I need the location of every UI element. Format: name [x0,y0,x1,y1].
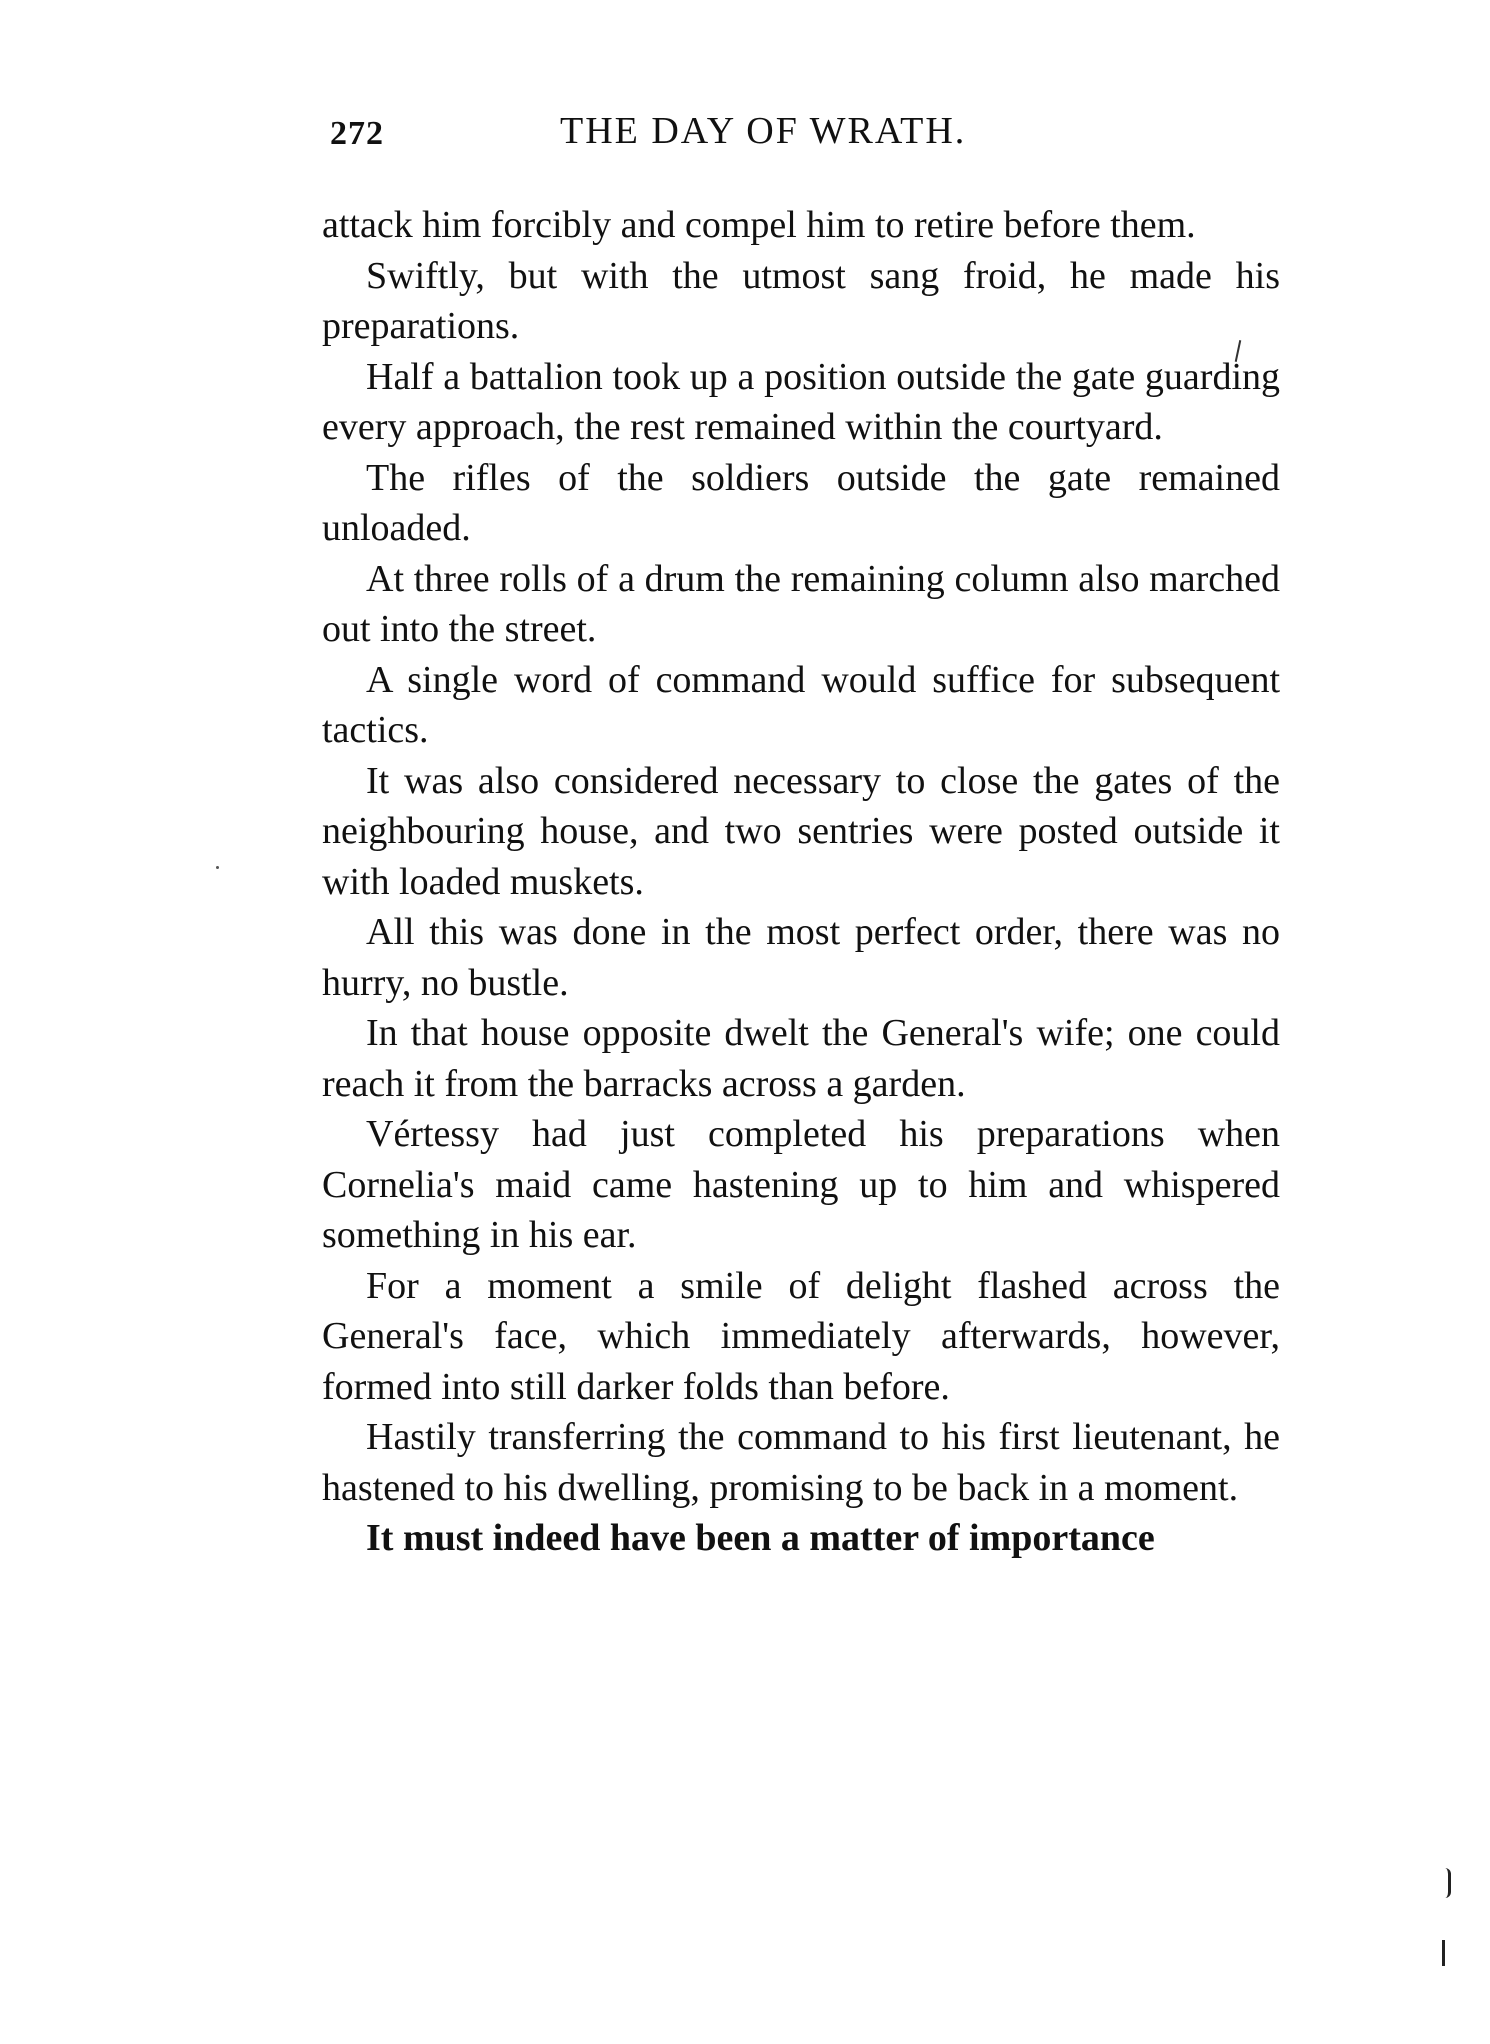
page-number: 272 [330,115,384,152]
paragraph-11: For a moment a smile of delight flashed across the General's face, which immediately afterwards, however, formed into still darker folds than before. [322,1264,1280,1408]
paragraph-10: Vértessy had just completed his preparations when Cornelia's maid came hastening up to him and whispered something in his ear. [322,1113,1280,1256]
body-text [322,200,1280,1564]
paragraph-7: It was also considered necessary to close the gates of the neighbouring house, and two sentries were posted outside it with loaded muskets. [322,759,1280,903]
paragraph-5: At three rolls of a drum the remaining column also marched out into the street. [322,557,1280,650]
paragraph-12: Hastily transferring the command to his first lieutenant, he hastened to his dwelling, promising to be back in a moment. [322,1416,1280,1509]
paragraph-3: Half a battalion took up a position outside the gate guarding every approach, the rest remained within the courtyard. [322,355,1280,448]
paragraph-1: attack him forcibly and compel him to retire before them. [322,204,1196,246]
margin-bracket-mark [1442,1868,1451,1898]
paragraph-9: In that house opposite dwelt the General's wife; one could reach it from the barracks across a garden. [322,1012,1280,1105]
paragraph-8: All this was done in the most perfect order, there was no hurry, no bustle. [322,911,1280,1004]
paragraph-6: A single word of command would suffice for subsequent tactics. [322,658,1280,751]
page-header [330,105,1280,165]
paragraph-2: Swiftly, but with the utmost sang froid, he made his preparations. [322,254,1280,347]
paragraph-13: It must indeed have been a matter of importance [366,1517,1155,1559]
margin-line-mark [1442,1940,1445,1966]
paper-speck [216,866,219,869]
running-title: THE DAY OF WRATH. [560,110,967,152]
paragraph-4: The rifles of the soldiers outside the gate remained unloaded. [322,456,1280,549]
